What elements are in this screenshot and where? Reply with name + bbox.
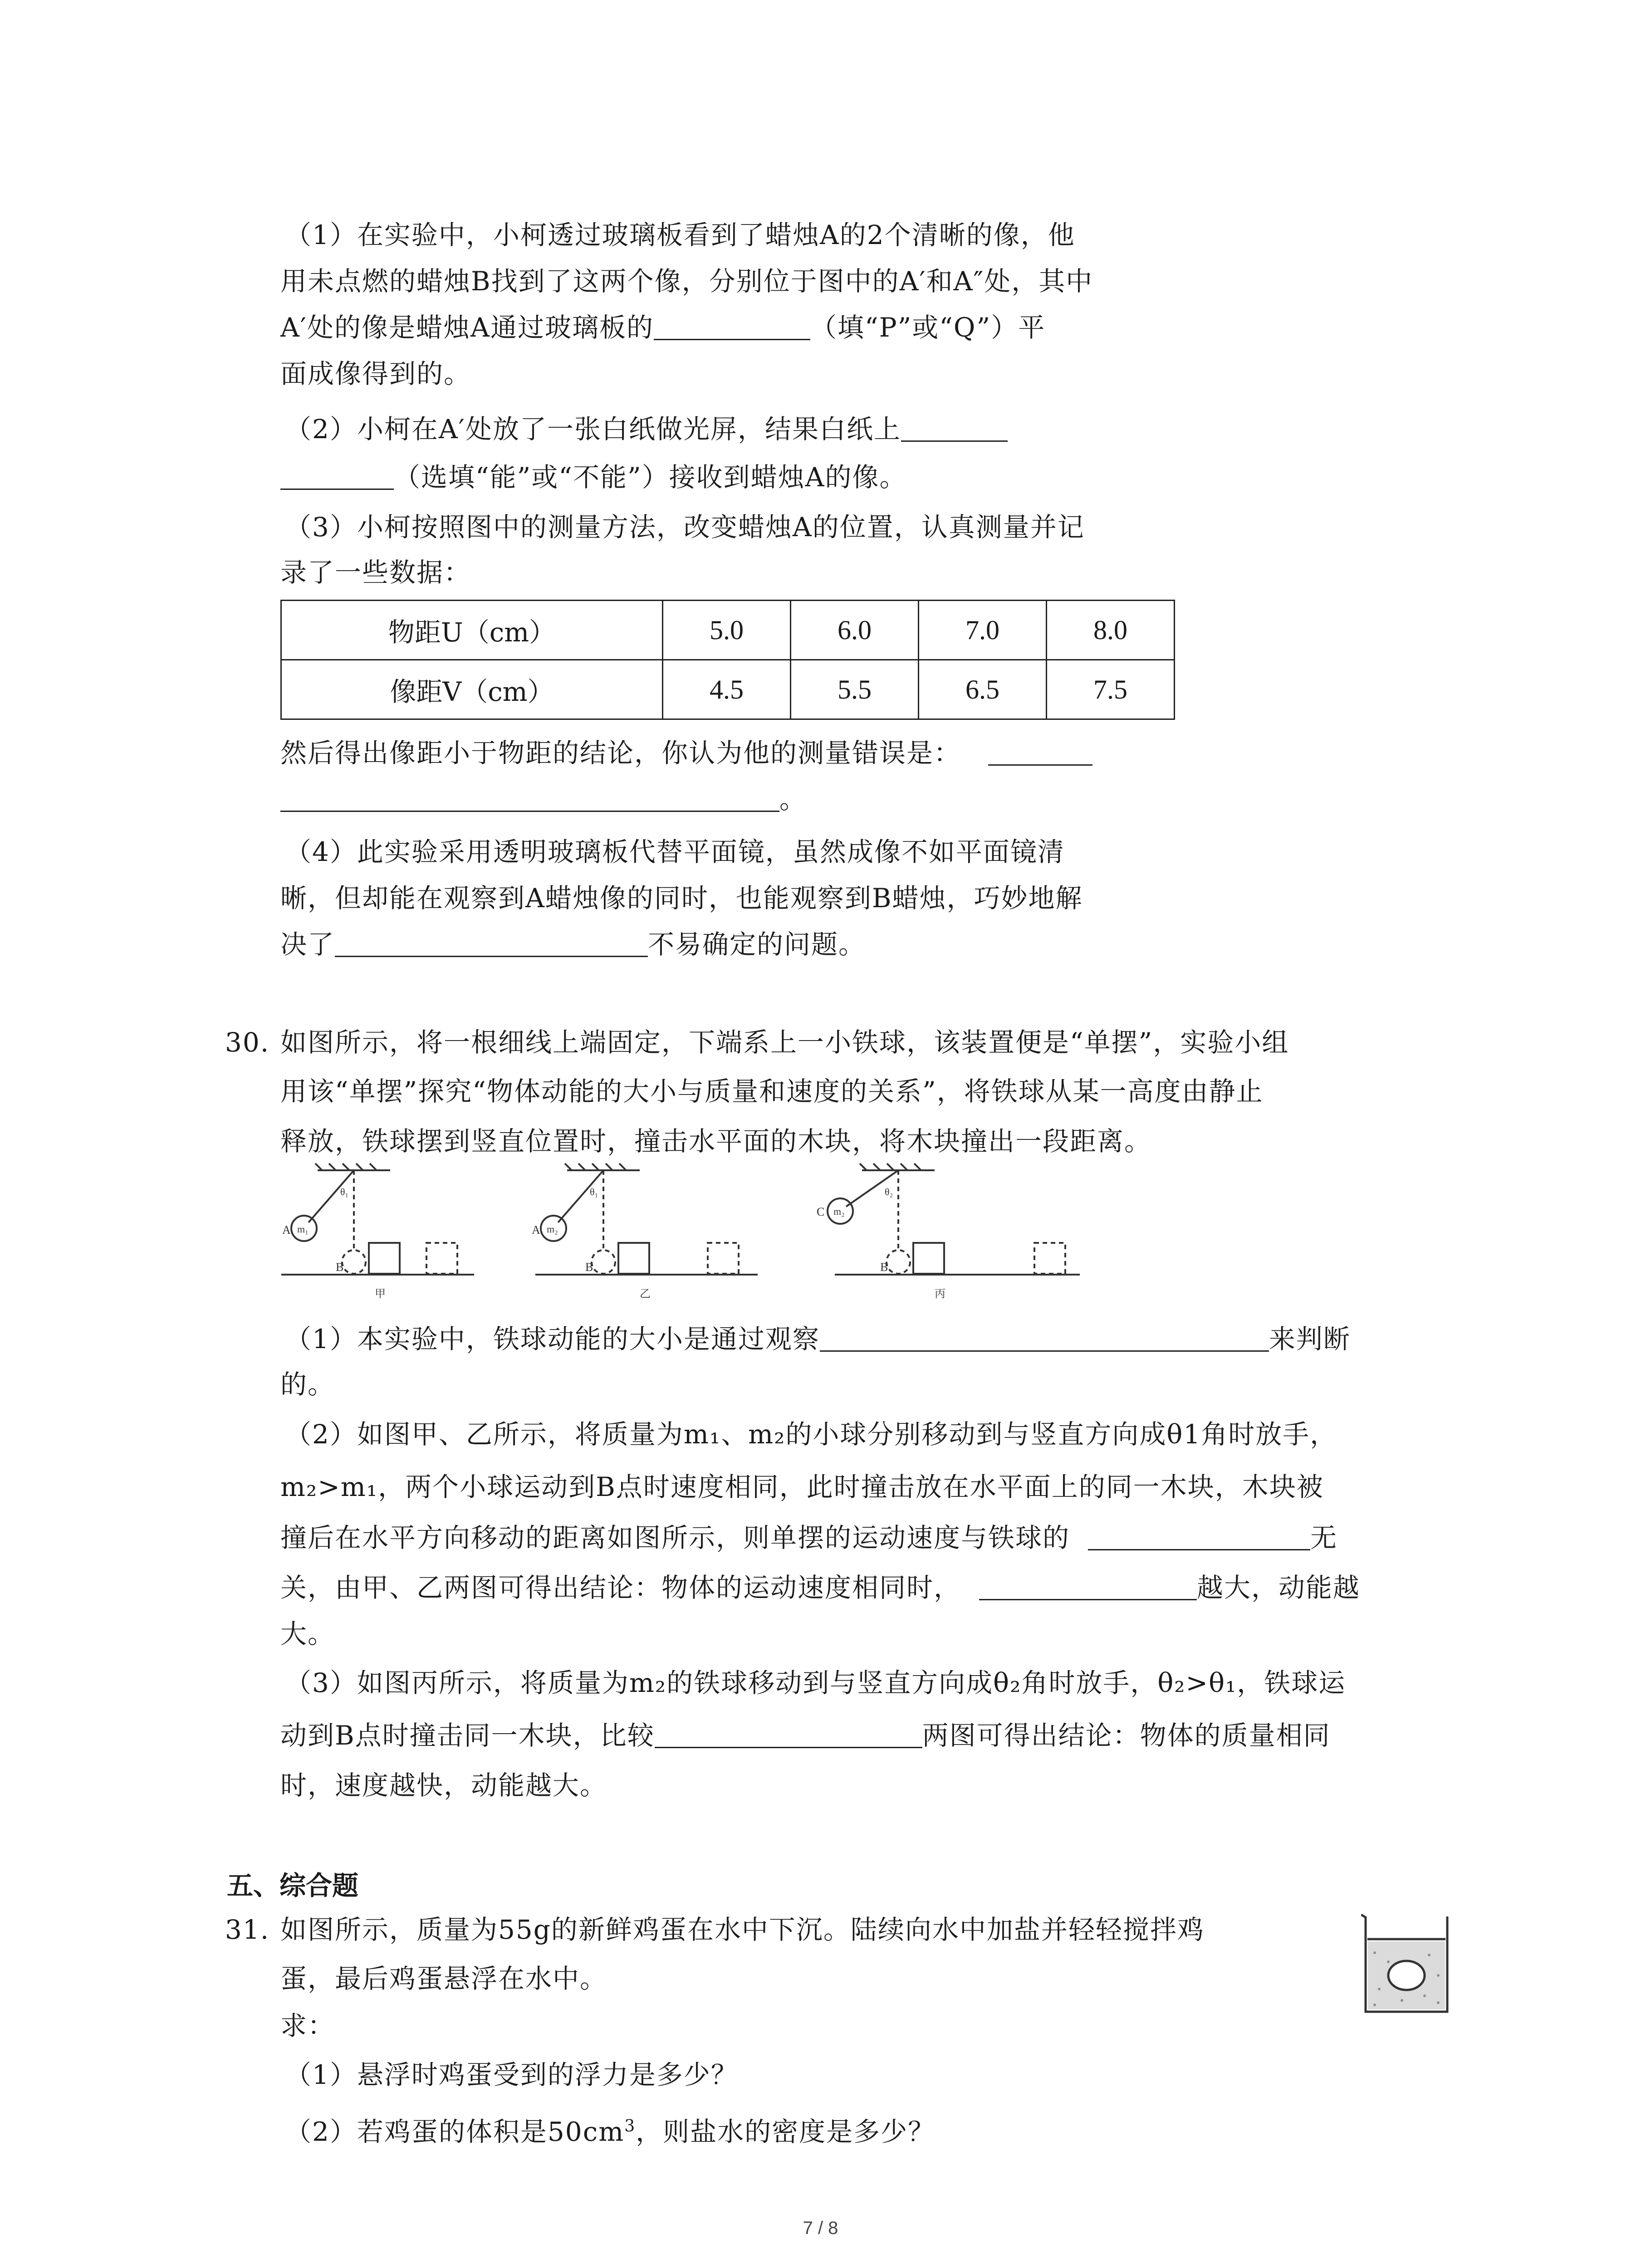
q30-p2-line4-tail: 越大，动能越: [1197, 1572, 1361, 1603]
answer-blank[interactable]: [901, 413, 1008, 442]
q29-p1-line2: 用未点燃的蜡烛B找到了这两个像，分别位于图中的A′和A″处，其中: [280, 266, 1093, 297]
table-cell: 8.0: [1047, 601, 1175, 660]
egg-shape: [1388, 1961, 1425, 1990]
answer-blank[interactable]: [979, 1572, 1197, 1600]
q29-p4-line2: 晰，但却能在观察到A蜡烛像的同时，也能观察到B蜡烛，巧妙地解: [280, 883, 1083, 914]
q29-p1-line3-tail: （填“P”或“Q”）平: [810, 312, 1046, 343]
q30-p2-line1: （2）如图甲、乙所示，将质量为m₁、m₂的小球分别移动到与竖直方向成θ1角时放手，: [285, 1419, 1337, 1450]
q29-p4-line3-text: 决了: [280, 929, 335, 960]
fig2-mass-label: m₂: [547, 1223, 558, 1235]
fig2-ball-label: A: [532, 1223, 540, 1237]
page-number: 7 / 8: [803, 2218, 838, 2238]
q29-p3-line3-text: 然后得出像距小于物距的结论，你认为他的测量错误是：: [280, 738, 961, 768]
q30-intro-line3: 释放，铁球摆到竖直位置时，撞击水平面的木块，将木块撞出一段距离。: [280, 1126, 1152, 1157]
fig1-mass-label: m₁: [297, 1223, 309, 1235]
q29-p4-line3: [280, 926, 866, 963]
answer-blank[interactable]: [1088, 1522, 1310, 1550]
fig2-caption: 乙: [640, 1288, 651, 1300]
q30-p3-line2: [280, 1717, 1331, 1754]
section-heading: 五、综合题: [227, 1870, 359, 1901]
q30-p2-line3: [280, 1520, 1337, 1556]
answer-blank[interactable]: [820, 1323, 1269, 1352]
q30-p2-line5: 大。: [280, 1618, 335, 1649]
table-cell: 6.5: [919, 660, 1047, 719]
table-row-header: 像距V（cm）: [281, 660, 663, 719]
q31-sub2-exponent: 3: [624, 2117, 636, 2136]
answer-blank[interactable]: [655, 1720, 922, 1748]
table-row: [281, 660, 1175, 719]
q30-p2-line4-text: 关，由甲、乙两图可得出结论：物体的运动速度相同时，: [280, 1572, 961, 1603]
q29-p1-line1: （1）在实验中，小柯透过玻璃板看到了蜡烛A的2个清晰的像，他: [285, 220, 1075, 250]
q30-intro-line2: 用该“单摆”探究“物体动能的大小与质量和速度的关系”，将铁球从某一高度由静止: [280, 1076, 1264, 1107]
q30-p1-line2: 的。: [280, 1369, 335, 1400]
q30-intro-line1: 如图所示，将一根细线上端固定，下端系上一小铁球，该装置便是“单摆”，实验小组: [280, 1027, 1289, 1058]
q30-p2-line2: m₂>m₁，两个小球运动到B点时速度相同，此时撞击放在水平面上的同一木块，木块被: [280, 1471, 1324, 1502]
pendulum-figure-yi: [535, 1163, 758, 1275]
distance-table: [280, 600, 1175, 720]
pendulum-figure-jia: [281, 1163, 474, 1275]
q30-p1-line1: [285, 1321, 1351, 1357]
fig2-angle-label: θ₁: [590, 1186, 598, 1198]
fig2-point-label: B: [585, 1261, 593, 1274]
pendulum-figure-bing: [828, 1163, 1080, 1275]
q30-p1-line1-text: （1）本实验中，铁球动能的大小是通过观察: [285, 1324, 820, 1354]
fig3-caption: 丙: [935, 1288, 945, 1300]
fig3-ball-label: C: [817, 1205, 825, 1218]
q30-p1-line1-tail: 来判断: [1269, 1324, 1351, 1354]
q29-p1-line3: [280, 309, 1045, 346]
q30-p3-line2-text: 动到B点时撞击同一木块，比较: [280, 1720, 655, 1751]
q30-p2-line4: [280, 1569, 1360, 1606]
fig1-angle-label: θ₁: [340, 1186, 349, 1198]
q30-p2-line3-tail: 无: [1310, 1522, 1338, 1553]
answer-blank[interactable]: [988, 737, 1092, 766]
q31-sub1: （1）悬浮时鸡蛋受到的浮力是多少？: [285, 2059, 738, 2090]
fig1-ball-label: A: [282, 1223, 291, 1237]
q31-sub2: [285, 2108, 935, 2150]
fig3-point-label: B: [880, 1261, 888, 1274]
q29-p2-line2: [280, 459, 907, 495]
q29-p3-line4-end: 。: [779, 784, 807, 815]
beaker-egg-figure: [1361, 1912, 1452, 2016]
q31-line1: 如图所示，质量为55g的新鲜鸡蛋在水中下沉。陆续向水中加盐并轻轻搅拌鸡: [280, 1914, 1205, 1945]
fig3-angle-label: θ₂: [885, 1186, 893, 1198]
q30-p2-line3-text: 撞后在水平方向移动的距离如图所示，则单摆的运动速度与铁球的: [280, 1522, 1070, 1553]
q29-p1-line4: 面成像得到的。: [280, 358, 471, 389]
q29-p2-line1-text: （2）小柯在A′处放了一张白纸做光屏，结果白纸上: [285, 414, 901, 445]
fig1-caption: 甲: [375, 1288, 386, 1300]
table-row-header: 物距U（cm）: [281, 601, 663, 660]
answer-blank[interactable]: [280, 783, 779, 812]
q31-sub2-text: （2）若鸡蛋的体积是50cm: [285, 2116, 625, 2147]
q29-p4-line1: （4）此实验采用透明玻璃板代替平面镜，虽然成像不如平面镜清: [285, 836, 1065, 867]
q29-p4-line3-tail: 不易确定的问题。: [648, 929, 866, 960]
q29-p3-line2: 录了一些数据：: [280, 557, 471, 588]
q29-p3-line3: [280, 735, 1092, 771]
table-cell: 7.5: [1047, 660, 1175, 719]
q31-number: 31.: [225, 1914, 270, 1945]
q30-number: 30.: [225, 1027, 270, 1058]
fig1-point-label: B: [336, 1261, 344, 1274]
q29-p2-line1: [285, 411, 1008, 447]
fig3-mass-label: m₂: [833, 1206, 845, 1217]
table-cell: 5.0: [663, 601, 791, 660]
q29-p1-line3-text: A′处的像是蜡烛A通过玻璃板的: [280, 312, 654, 343]
q30-p3-line2-tail: 两图可得出结论：物体的质量相同: [922, 1720, 1331, 1751]
table-cell: 6.0: [791, 601, 919, 660]
answer-blank[interactable]: [654, 312, 810, 340]
q31-sub2-tail: ，则盐水的密度是多少？: [636, 2116, 936, 2147]
q30-p3-line3: 时，速度越快，动能越大。: [280, 1770, 607, 1801]
table-cell: 4.5: [663, 660, 791, 719]
table-cell: 7.0: [919, 601, 1047, 660]
q29-p2-line2-text: （选填“能”或“不能”）接收到蜡烛A的像。: [394, 462, 907, 493]
q29-p3-line4: [280, 781, 807, 817]
pendulum-figures: [272, 1161, 1270, 1320]
table-row: [281, 601, 1175, 660]
q31-line2: 蛋，最后鸡蛋悬浮在水中。: [280, 1963, 607, 1994]
table-cell: 5.5: [791, 660, 919, 719]
answer-blank[interactable]: [280, 461, 394, 490]
q30-p3-line1: （3）如图丙所示，将质量为m₂的铁球移动到与竖直方向成θ₂角时放手，θ₂>θ₁，铁球运: [285, 1667, 1346, 1698]
q29-p3-line1: （3）小柯按照图中的测量方法，改变蜡烛A的位置，认真测量并记: [285, 512, 1085, 543]
answer-blank[interactable]: [335, 929, 648, 957]
q31-line3: 求：: [280, 2010, 335, 2041]
